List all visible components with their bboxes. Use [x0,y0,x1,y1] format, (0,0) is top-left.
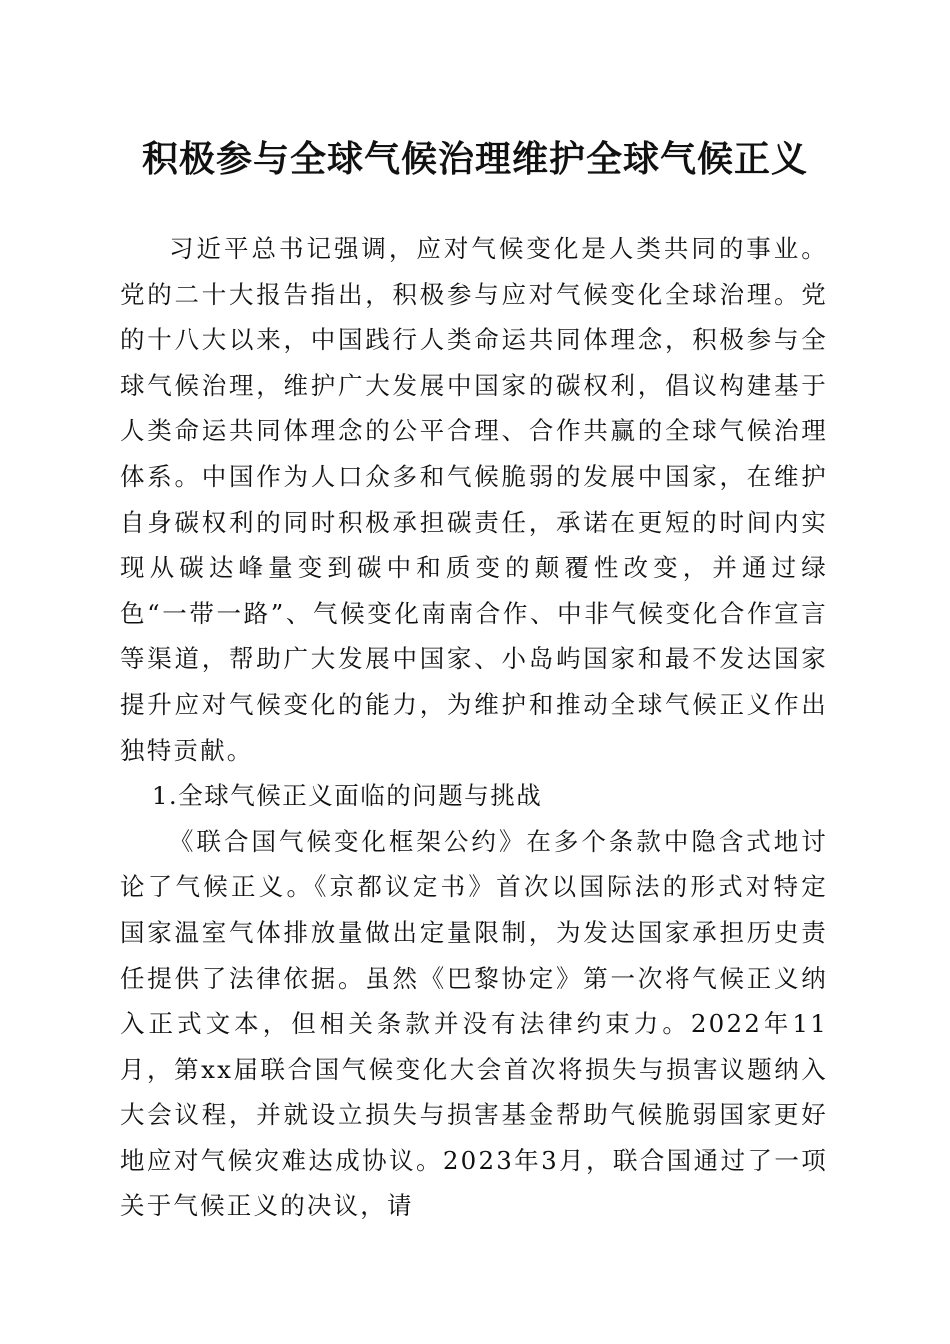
document-title: 积极参与全球气候治理维护全球气候正义 [141,139,808,180]
section-paragraph: 《联合国气候变化框架公约》在多个条款中隐含式地讨论了气候正义。《京都议定书》首次以国际法的形式对特定国家温室气体排放量做出定量限制，为发达国家承担历史责任提供了法律依据。虽然《巴黎协定》第一次将气候正义纳入正式文本，但相关条款并没有法律约束力。2022年11月，第xx届联合国气候变化大会首次将损失与损害议题纳入大会议程，并就设立损失与损害基金帮助气候脆弱国家更好地应对气候灾难达成协议。2023年3月，联合国通过了一项关于气候正义的决议，请 [120,826,828,1221]
section-heading: 1.全球气候正义面临的问题与挑战 [151,781,543,811]
document-body [120,226,828,1229]
intro-paragraph: 习近平总书记强调，应对气候变化是人类共同的事业。党的二十大报告指出，积极参与应对气候变化全球治理。党的十八大以来，中国践行人类命运共同体理念，积极参与全球气候治理，维护广大发展中国家的碳权利，倡议构建基于人类命运共同体理念的公平合理、合作共赢的全球气候治理体系。中国作为人口众多和气候脆弱的发展中国家，在维护自身碳权利的同时积极承担碳责任，承诺在更短的时间内实现从碳达峰量变到碳中和质变的颠覆性改变，并通过绿色“一带一路”、气候变化南南合作、中非气候变化合作宣言等渠道，帮助广大发展中国家、小岛屿国家和最不发达国家提升应对气候变化的能力，为维护和推动全球气候正义作出独特贡献。 [120,234,828,765]
